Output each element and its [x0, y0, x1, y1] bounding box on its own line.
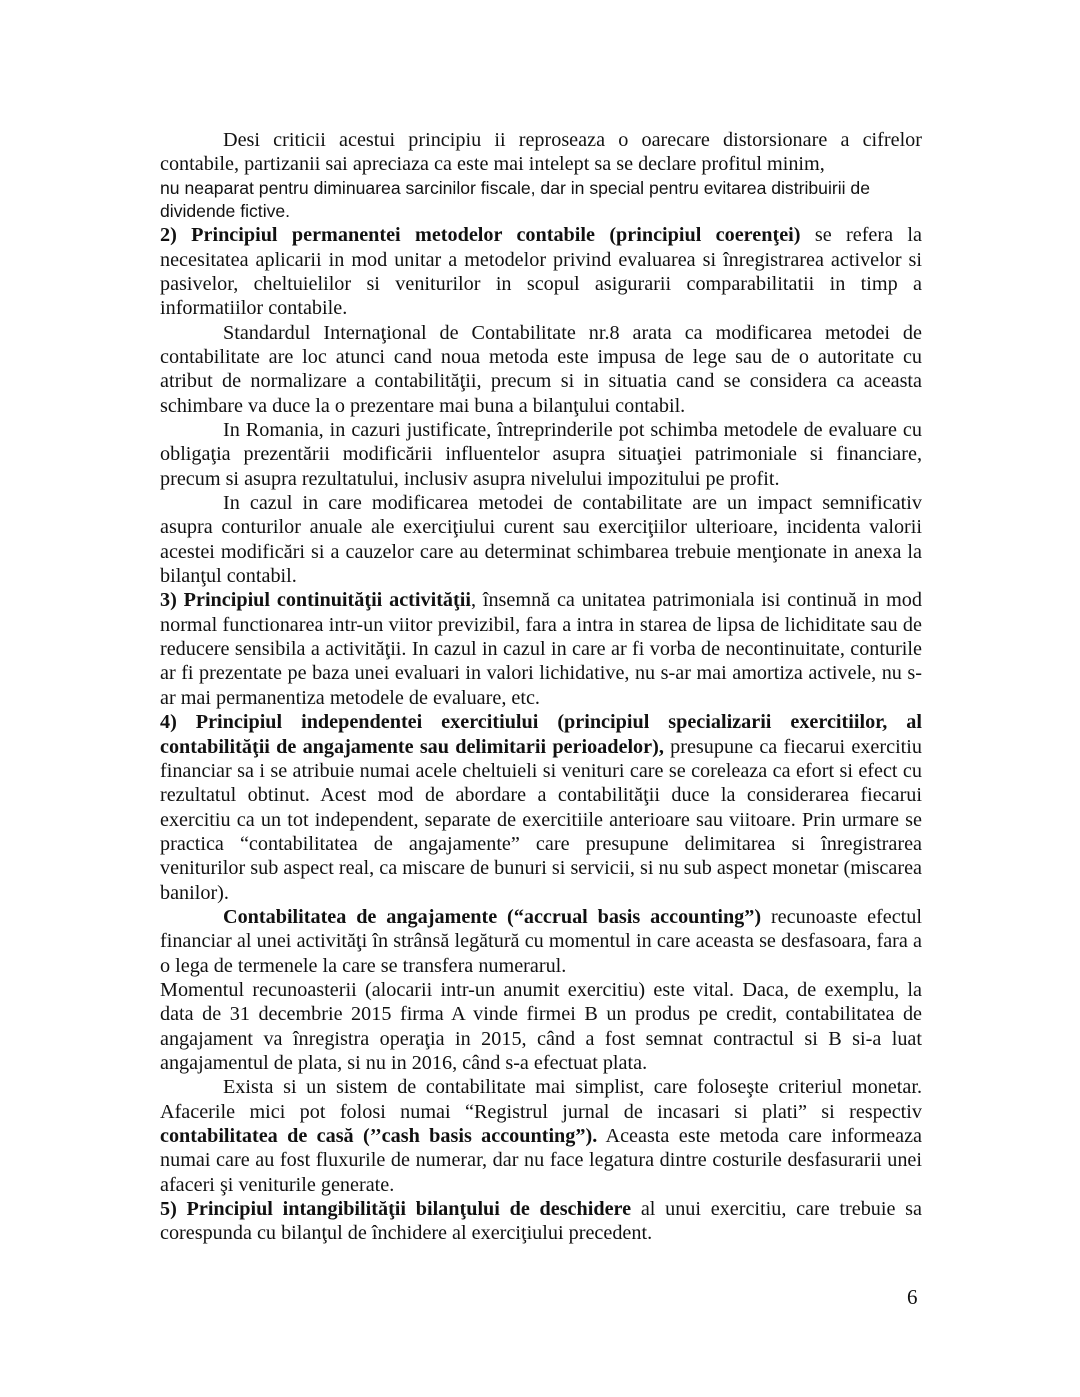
paragraph-text: In cazul in care modificarea metodei de contabilitate are un impact semnificativ asupra conturilor anuale ale exerciţiului curent sau exerciţiilor ulterioare, incidenta valorii acestei modificări si a cauzelor care au determinat schimbarea trebuie menţionate in anexa la bilanţul contabil.	[160, 492, 922, 588]
paragraph-principle-4	[160, 710, 922, 905]
page-number: 6	[907, 1285, 918, 1309]
paragraph-criticism	[160, 128, 922, 177]
principle-4-text: presupune ca fiecarui exercitiu financiar sa i se atribuie numai acele cheltuieli si venituri care se coreleaza ca efort si efect cu rezultatul obtinut. Acest mod de abordare a contabilităţii duce la considerarea fiecarui exercitiu ca un tot independent, separate de exercitiile anterioare sau viitoare. Prin urmare se practica “contabilitatea de angajamente” care presupune delimitarea si înregistrarea veniturilor sub aspect real, ca miscare de bunuri si servicii, si nu sub aspect monetar (miscarea banilor).	[160, 735, 922, 904]
paragraph-cash-basis	[160, 1075, 922, 1197]
paragraph-text: In Romania, in cazuri justificate, întreprinderile pot schimba metodele de evaluare cu obligaţia prezentării modificării influentelor asupra situaţiei patrimoniale si financiare, precum si asupra rezultatului, inclusiv asupra nivelului impozitului pe profit.	[160, 419, 922, 490]
paragraph-accrual-basis	[160, 905, 922, 978]
paragraph-principle-3	[160, 588, 922, 710]
cash-basis-text-before: Exista si un sistem de contabilitate mai simplist, care foloseşte criteriul monetar. Afacerile mici pot folosi numai “Registrul jurnal de incasari si plati” si respectiv	[160, 1076, 922, 1123]
paragraph-impact	[160, 491, 922, 588]
principle-5-text: al unui exercitiu, care trebuie sa corespunda cu bilanţul de închidere al exerciţiului precedent.	[160, 1198, 923, 1245]
principle-3-heading: 3) Principiul continuităţii activităţii	[160, 589, 471, 612]
accrual-basis-heading: Contabilitatea de angajamente (“accrual basis accounting”)	[223, 905, 762, 928]
principle-2-text: se refera la necesitatea aplicarii in mod unitar a metodelor privind evaluarea si înregistrarea activelor si pasivelor, cheltuielilor si veniturilor in scopul asigurarii comparabilitatii in timp a informatiilor contabile.	[160, 224, 922, 320]
paragraph-text-sans: nu neaparat pentru diminuarea sarcinilor fiscale, dar in special pentru evitarea distribuirii de dividende fictive.	[160, 177, 870, 221]
paragraph-ias8	[160, 321, 922, 418]
paragraph-romania	[160, 418, 922, 491]
paragraph-text: Momentul recunoasterii (alocarii intr-un anumit exercitiu) este vital. Daca, de exemplu, la data de 31 decembrie 2015 firma A vinde firmei B un produs pe credit, contabilitatea de angajament va înregistra operaţia in 2015, când a fost semnat contractul si B si-a luat angajamentul de plata, si nu in 2016, când s-a efectuat plata.	[160, 978, 922, 1074]
paragraph-criticism-continued	[160, 177, 922, 224]
paragraph-recognition-example	[160, 978, 922, 1075]
cash-basis-heading: contabilitatea de casă (’’cash basis accounting”).	[160, 1125, 598, 1147]
paragraph-principle-2	[160, 223, 922, 320]
paragraph-text: Standardul Internaţional de Contabilitate nr.8 arata ca modificarea metodei de contabilitate are loc atunci cand noua metoda este impusa de lege sau de o autoritate cu atribut de normalizare a contabilităţii, precum si in situatia cand se considera ca aceasta schimbare va duce la o prezentare mai buna a bilanţului contabil.	[160, 321, 922, 417]
principle-5-heading: 5) Principiul intangibilităţii bilanţului de deschidere	[160, 1198, 632, 1221]
principle-2-heading: 2) Principiul permanentei metodelor contabile (principiul coerenţei)	[160, 224, 801, 247]
accrual-basis-text: recunoaste efectul financiar al unei activităţi în strânsă legătură cu momentul in care aceasta se desfasoara, fara a o lega de termenele la care se transfera numerarul.	[160, 905, 922, 977]
cash-basis-text-after: Aceasta este metoda care informeaza numai care au fost fluxurile de numerar, dar nu face legatura dintre costurile desfasurarii unei afaceri şi veniturile generate.	[160, 1125, 922, 1196]
principle-3-text: , însemnă ca unitatea patrimoniala isi continuă in mod normal functionarea intr-un viitor previzibil, fara a intra in starea de lipsa de lichiditate sau de reducere sensibila a activităţii. In cazul in cazul in care ar fi vorba de necontinuitate, conturile ar fi prezentate pe baza unei evaluari in valori lichidative, nu s-ar mai amortiza activele, nu s-ar mai permanentiza metodele de evaluare, etc.	[160, 589, 922, 709]
document-page	[160, 128, 922, 1246]
paragraph-principle-5	[160, 1197, 922, 1246]
principle-4-heading: 4) Principiul independentei exercitiului (principiul specializarii exercitiilor, al contabilităţii de angajamente sau delimitarii perioadelor),	[160, 711, 922, 758]
paragraph-text-serif: Desi criticii acestui principiu ii reproseaza o oarecare distorsionare a cifrelor contabile, partizanii sai apreciaza ca este mai intelept sa se declare profitul minim,	[160, 129, 922, 176]
